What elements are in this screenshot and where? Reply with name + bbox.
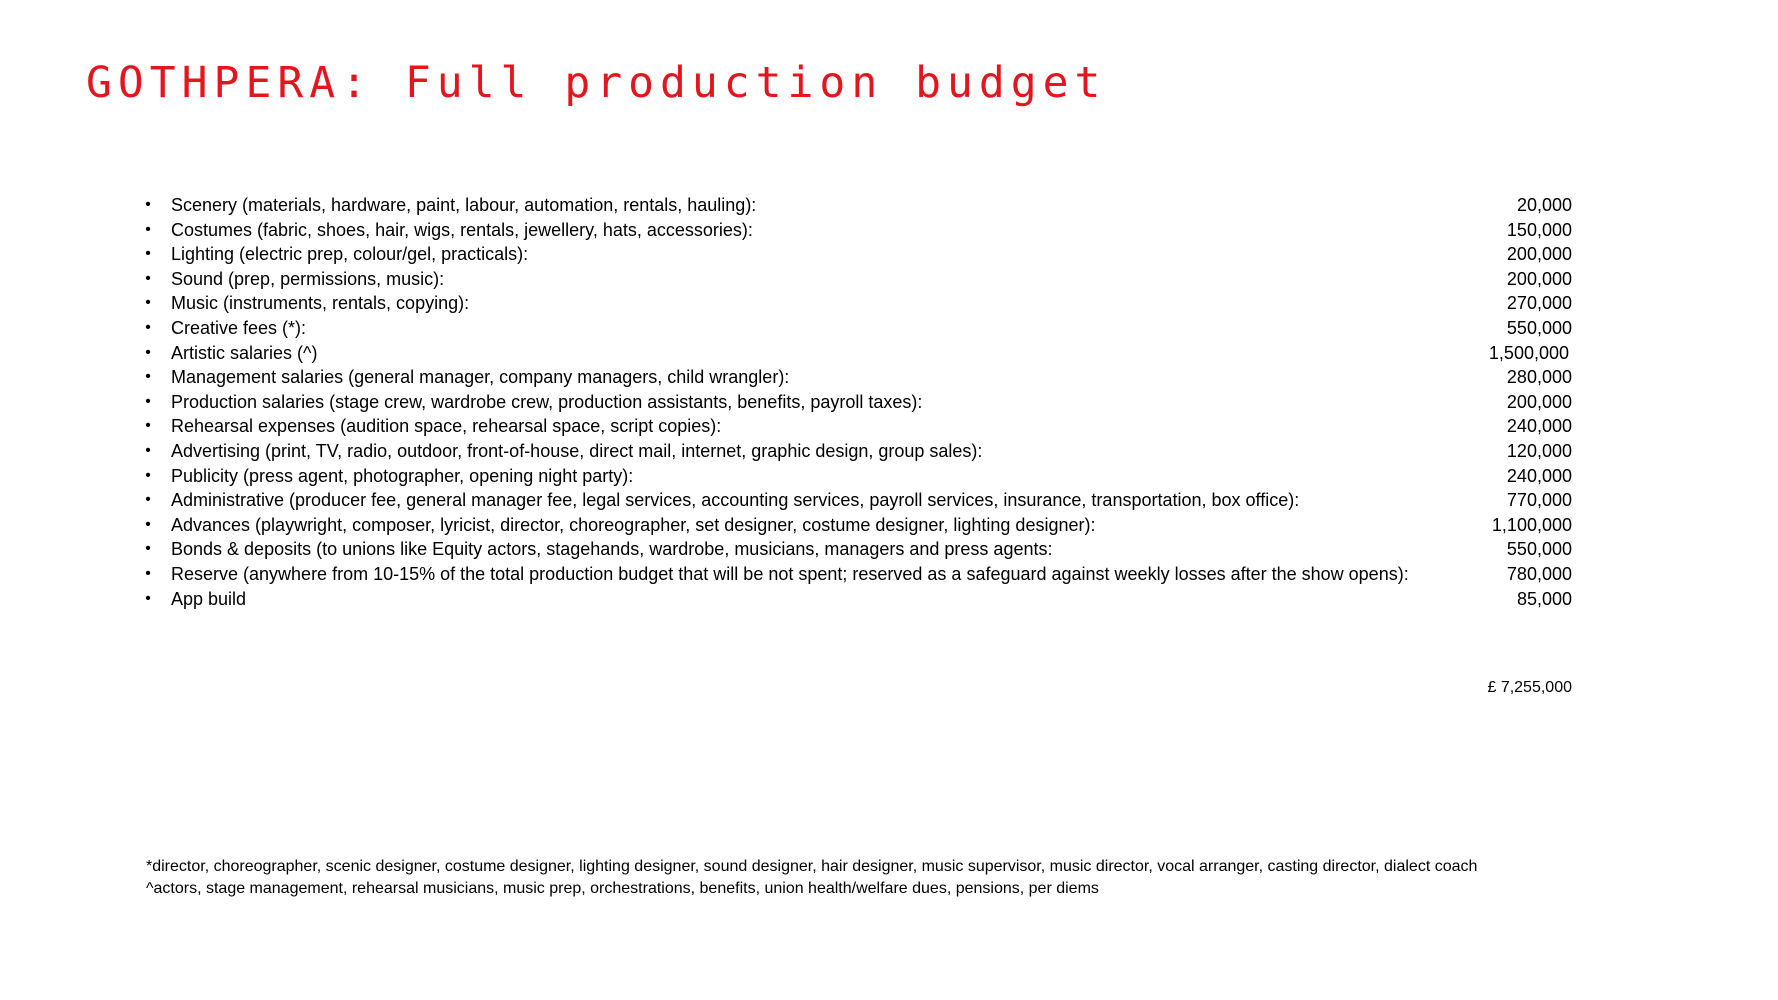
budget-item-administrative (142, 488, 1572, 513)
item-label: Advances (playwright, composer, lyricist, director, choreographer, set designer, costume designer, lighting designer): (171, 514, 1096, 535)
item-label: Scenery (materials, hardware, paint, labour, automation, rentals, hauling): (171, 195, 757, 215)
item-amount: 270,000 (1506, 293, 1572, 314)
budget-item-scenery (142, 193, 1572, 218)
bullet: • (145, 540, 151, 558)
item-label: Costumes (fabric, shoes, hair, wigs, rentals, jewellery, hats, accessories): (171, 219, 753, 240)
budget-item-rehearsal-expenses (142, 414, 1572, 439)
item-label: Reserve (anywhere from 10-15% of the total production budget that will be not spent; reserved as a safeguard against weekly losses after the show opens): (171, 563, 1409, 584)
item-amount: 780,000 (1506, 563, 1572, 584)
budget-total: £ 7,255,000 (1487, 679, 1572, 696)
budget-item-lighting (142, 242, 1572, 267)
budget-item-reserve (142, 562, 1572, 587)
item-label: Creative fees (*): (171, 317, 307, 338)
bullet: • (145, 441, 151, 459)
item-label: Publicity (press agent, photographer, opening night party): (171, 465, 634, 486)
footnote-artistic-salaries: ^actors, stage management, rehearsal musicians, music prep, orchestrations, benefits, union health/welfare dues, pensions, per diems (146, 880, 1099, 897)
item-label: Bonds & deposits (to unions like Equity actors, stagehands, wardrobe, musicians, managers and press agents: (171, 539, 1053, 560)
budget-item-management-salaries (142, 365, 1572, 390)
item-label: Lighting (electric prep, colour/gel, practicals): (171, 244, 529, 265)
slide-title: GOTHPERA: Full production budget (86, 58, 1107, 108)
item-amount: 1,100,000 (1491, 514, 1572, 535)
bullet: • (145, 294, 151, 312)
budget-item-artistic-salaries (142, 341, 1572, 366)
budget-item-music (142, 291, 1572, 316)
bullet: • (145, 515, 151, 533)
budget-item-creative-fees (142, 316, 1572, 341)
budget-item-advertising (142, 439, 1572, 464)
bullet: • (145, 220, 151, 238)
budget-item-publicity (142, 464, 1572, 489)
bullet: • (145, 245, 151, 263)
item-amount: 20,000 (1516, 195, 1572, 215)
budget-item-app-build (142, 587, 1572, 612)
bullet: • (145, 466, 151, 484)
item-label: App build (171, 588, 247, 609)
bullet: • (145, 491, 151, 509)
bullet: • (145, 589, 151, 607)
budget-item-costumes (142, 218, 1572, 243)
budget-item-production-salaries (142, 390, 1572, 415)
item-label: Management salaries (general manager, company managers, child wrangler): (171, 367, 790, 388)
bullet: • (145, 318, 151, 336)
bullet: • (145, 392, 151, 410)
budget-list (142, 193, 1572, 611)
budget-item-sound (142, 267, 1572, 292)
item-amount: 1,500,000 (1488, 342, 1569, 363)
bullet: • (145, 564, 151, 582)
item-amount: 240,000 (1506, 465, 1572, 486)
item-amount: 550,000 (1506, 317, 1572, 338)
bullet: • (145, 343, 151, 361)
item-amount: 200,000 (1506, 268, 1572, 289)
item-amount: 550,000 (1506, 539, 1572, 560)
bullet: • (145, 417, 151, 435)
budget-item-bonds-deposits (142, 537, 1572, 562)
bullet: • (145, 269, 151, 287)
item-label: Rehearsal expenses (audition space, rehearsal space, script copies): (171, 416, 722, 437)
item-amount: 85,000 (1516, 588, 1572, 609)
item-amount: 280,000 (1506, 367, 1572, 388)
item-label: Sound (prep, permissions, music): (171, 268, 445, 289)
item-label: Production salaries (stage crew, wardrobe crew, production assistants, benefits, payroll taxes): (171, 391, 923, 412)
item-label: Artistic salaries (^) (171, 342, 318, 363)
item-amount: 120,000 (1506, 440, 1572, 461)
bullet: • (145, 196, 151, 213)
footnotes (146, 856, 1477, 900)
bullet: • (145, 368, 151, 386)
item-label: Music (instruments, rentals, copying): (171, 293, 470, 314)
item-amount: 240,000 (1506, 416, 1572, 437)
item-amount: 200,000 (1506, 244, 1572, 265)
footnote-creative-fees: *director, choreographer, scenic designer, costume designer, lighting designer, sound designer, hair designer, music supervisor, music director, vocal arranger, casting director, dialect coach (146, 858, 1478, 875)
item-label: Advertising (print, TV, radio, outdoor, front-of-house, direct mail, internet, graphic design, group sales): (171, 440, 983, 461)
budget-item-advances (142, 513, 1572, 538)
item-amount: 200,000 (1506, 391, 1572, 412)
item-amount: 770,000 (1506, 490, 1572, 511)
item-amount: 150,000 (1506, 219, 1572, 240)
item-label: Administrative (producer fee, general manager fee, legal services, accounting services, payroll services, insurance, transportation, box office): (171, 490, 1300, 511)
